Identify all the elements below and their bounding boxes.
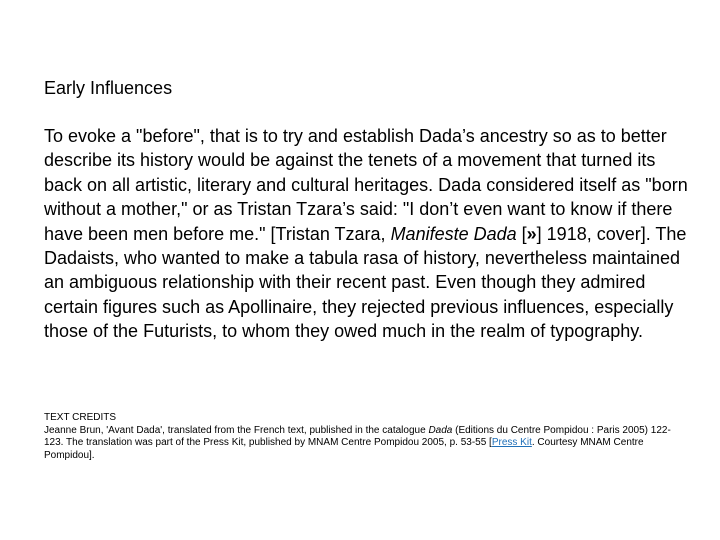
- credits-text-part2: (Editions du Centre Pompidou : Paris 2005) 122-123. The translation was part of the Press Kit, published by MNAM Centre Pompidou 2005, p. 53-55 [: [44, 424, 671, 449]
- catalogue-title: Dada: [428, 424, 453, 436]
- credits-text-part3: . Courtesy MNAM Centre Pompidou].: [44, 437, 644, 461]
- body-text-part1: To evoke a "before", that is to try and establish Dada’s ancestry so as to better describe its history would be against the tenets of a movement that turned its back on all artistic, literary and cultural heritages. Dada considered itself as "born without a mother," or as Tristan Tzara’s said: "I don’t even want to know if there have been men before me." [Tristan Tzara,: [44, 126, 688, 244]
- body-paragraph: [44, 124, 690, 344]
- text-credits: [44, 412, 690, 462]
- credits-heading: TEXT CREDITS: [44, 412, 117, 423]
- credits-text: [44, 425, 690, 463]
- slide: [44, 0, 694, 540]
- body-text-part3: ] 1918, cover]. The Dadaists, who wanted to make a tabula rasa of history, nevertheless maintained an ambiguous relationship with their recent past. Even though they admired certain figures such as Apollinaire, they rejected previous influences, especially those of the Futurists, to whom they owed much in the realm of typography.: [44, 223, 687, 342]
- page-title: Early Influences: [44, 78, 173, 98]
- body-text-part2: [: [516, 223, 527, 244]
- manifeste-dada-title: Manifeste Dada: [390, 223, 517, 244]
- press-kit-link[interactable]: Press Kit: [491, 437, 532, 449]
- arrow-glyph: »: [526, 223, 537, 244]
- credits-text-part1: Jeanne Brun, 'Avant Dada', translated from the French text, published in the catalogue: [44, 424, 429, 436]
